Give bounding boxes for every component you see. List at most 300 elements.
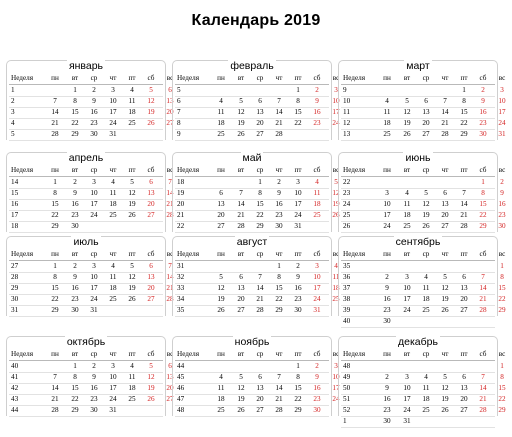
day-cell: 7 (481, 373, 485, 381)
day-cell: 19 (147, 384, 155, 392)
day-cell: 8 (296, 373, 300, 381)
day-cell: 11 (128, 97, 136, 105)
weekday-header: вс (166, 166, 174, 174)
week-number: 16 (11, 200, 19, 208)
weekday-header: чт (109, 350, 117, 358)
day-cell: 13 (147, 189, 155, 197)
day-cell: 12 (217, 284, 225, 292)
day-cell: 25 (217, 130, 225, 138)
day-cell: 27 (166, 119, 174, 127)
day-cell: 15 (71, 384, 79, 392)
day-cell: 28 (441, 130, 449, 138)
day-cell: 28 (479, 306, 487, 314)
week-column-header: Неделя (177, 166, 200, 174)
day-cell (251, 261, 269, 272)
day-cell: 7 (481, 273, 485, 281)
day-cell: 11 (332, 273, 340, 281)
day-cell: 23 (275, 211, 283, 219)
day-cell: 10 (403, 284, 411, 292)
week-row (9, 372, 174, 383)
weekday-header: чт (275, 74, 283, 82)
day-cell: 6 (462, 273, 466, 281)
day-cell: 18 (128, 384, 136, 392)
day-cell (85, 221, 103, 232)
weekday-header: ср (422, 74, 430, 82)
day-cell: 8 (500, 373, 504, 381)
weekday-header-row (175, 165, 340, 176)
week-number: 19 (177, 189, 185, 197)
weekday-header-row (175, 349, 340, 360)
month-name (7, 336, 165, 348)
week-number: 41 (11, 373, 19, 381)
week-row (9, 210, 174, 221)
day-cell: 18 (422, 295, 430, 303)
day-cell: 19 (403, 119, 411, 127)
day-cell: 24 (109, 119, 117, 127)
day-cell (104, 221, 122, 232)
day-cell: 12 (441, 384, 449, 392)
weekday-header: чт (275, 166, 283, 174)
row-divider (341, 327, 495, 328)
month-block-7 (6, 236, 174, 316)
day-cell: 13 (166, 97, 174, 105)
day-cell (493, 316, 511, 327)
weekday-header: вт (403, 250, 411, 258)
week-row (175, 283, 340, 294)
weekday-header: сб (147, 250, 155, 258)
week-row (175, 305, 329, 316)
day-cell: 1 (73, 86, 77, 94)
weekday-header: вс (498, 166, 506, 174)
day-cell: 13 (441, 200, 449, 208)
day-cell: 15 (51, 200, 59, 208)
day-cell: 20 (166, 108, 174, 116)
day-cell: 9 (385, 284, 389, 292)
row-divider (341, 140, 495, 141)
day-cell (232, 361, 250, 372)
day-cell (46, 85, 64, 96)
week-number: 4 (11, 119, 15, 127)
weekday-header: ср (256, 166, 264, 174)
day-cell: 25 (332, 295, 340, 303)
day-cell: 4 (130, 86, 134, 94)
day-cell: 20 (217, 211, 225, 219)
day-cell: 16 (71, 200, 79, 208)
day-cell: 27 (460, 306, 468, 314)
month-name (173, 60, 331, 72)
day-cell: 7 (277, 373, 281, 381)
weekday-header: вс (166, 250, 174, 258)
day-cell: 18 (422, 395, 430, 403)
day-cell: 12 (332, 189, 340, 197)
week-row (9, 394, 174, 405)
month-name-label: июль (73, 236, 99, 248)
week-number: 10 (343, 97, 351, 105)
day-cell: 15 (294, 384, 302, 392)
week-number: 28 (11, 273, 19, 281)
day-cell: 21 (479, 395, 487, 403)
week-row (341, 199, 506, 210)
day-cell: 31 (313, 306, 321, 314)
row-divider (9, 416, 163, 417)
day-cell: 6 (258, 373, 262, 381)
day-cell: 23 (90, 395, 98, 403)
week-number: 38 (343, 295, 351, 303)
day-cell: 21 (256, 295, 264, 303)
day-cell: 24 (294, 211, 302, 219)
day-cell (104, 305, 122, 316)
row-divider (175, 140, 329, 141)
week-number: 21 (177, 211, 185, 219)
row-divider (175, 232, 329, 233)
weekday-header: пт (128, 74, 136, 82)
day-cell: 20 (460, 395, 468, 403)
weekday-header: сб (479, 74, 487, 82)
day-cell: 29 (71, 130, 79, 138)
week-row (9, 361, 172, 372)
day-cell: 9 (73, 273, 77, 281)
weekday-header: вт (403, 166, 411, 174)
day-cell: 27 (147, 211, 155, 219)
day-cell (142, 305, 160, 316)
day-cell (398, 85, 416, 96)
day-cell: 6 (462, 373, 466, 381)
day-cell (398, 316, 416, 327)
weekday-header: ср (422, 166, 430, 174)
month-name (173, 152, 331, 164)
week-row (9, 294, 174, 305)
week-number: 18 (177, 178, 185, 186)
weekday-header: ср (256, 250, 264, 258)
day-cell: 10 (294, 189, 302, 197)
weekday-header: вс (166, 74, 174, 82)
weekday-header: чт (275, 250, 283, 258)
weekday-header: сб (313, 166, 321, 174)
day-cell (398, 177, 416, 188)
weekday-header: чт (441, 74, 449, 82)
day-cell (417, 316, 435, 327)
week-number: 14 (11, 178, 19, 186)
day-cell: 22 (275, 295, 283, 303)
day-cell: 25 (128, 119, 136, 127)
day-cell: 12 (128, 189, 136, 197)
day-cell: 10 (109, 97, 117, 105)
week-row (9, 188, 174, 199)
week-number: 40 (343, 317, 351, 325)
weekday-header: пн (217, 74, 225, 82)
week-row (9, 177, 172, 188)
day-cell: 12 (147, 373, 155, 381)
weekday-header-row (9, 349, 174, 360)
week-row (341, 283, 506, 294)
day-cell: 14 (237, 200, 245, 208)
week-number: 48 (177, 406, 185, 414)
day-cell: 15 (498, 284, 506, 292)
day-cell: 19 (441, 395, 449, 403)
weekday-header: сб (479, 166, 487, 174)
month-name (7, 236, 165, 248)
day-cell: 1 (53, 178, 57, 186)
day-cell: 8 (53, 189, 57, 197)
day-cell: 17 (403, 295, 411, 303)
day-cell: 15 (275, 284, 283, 292)
day-cell: 5 (219, 273, 223, 281)
day-cell (308, 129, 326, 140)
day-cell: 27 (256, 130, 264, 138)
week-number: 31 (177, 262, 185, 270)
weekday-header: пт (294, 166, 302, 174)
day-cell: 17 (109, 108, 117, 116)
month-block-4 (6, 152, 174, 232)
day-cell: 12 (403, 108, 411, 116)
weekday-header-row (341, 165, 506, 176)
week-row (341, 405, 506, 416)
day-cell: 28 (256, 306, 264, 314)
day-cell: 27 (166, 395, 174, 403)
day-cell: 29 (256, 222, 264, 230)
month-block-8 (172, 236, 340, 316)
day-cell: 22 (71, 119, 79, 127)
day-cell (417, 416, 435, 427)
day-cell: 5 (443, 373, 447, 381)
day-cell: 22 (256, 211, 264, 219)
week-number: 23 (343, 189, 351, 197)
weekday-header: чт (441, 166, 449, 174)
weekday-header: вт (71, 74, 79, 82)
day-cell (417, 177, 435, 188)
day-cell (142, 129, 160, 140)
day-cell: 30 (90, 406, 98, 414)
week-number: 34 (177, 295, 185, 303)
week-column-header: Неделя (343, 350, 366, 358)
day-cell: 22 (498, 295, 506, 303)
day-cell (212, 177, 230, 188)
day-cell (378, 361, 396, 372)
week-number: 50 (343, 384, 351, 392)
week-number: 43 (11, 395, 19, 403)
day-cell: 26 (147, 395, 155, 403)
day-cell: 19 (217, 295, 225, 303)
day-cell: 7 (239, 189, 243, 197)
day-cell: 24 (109, 395, 117, 403)
day-cell: 5 (239, 97, 243, 105)
day-cell: 14 (479, 384, 487, 392)
day-cell: 21 (166, 200, 174, 208)
week-row (341, 118, 506, 129)
day-cell: 26 (403, 130, 411, 138)
day-cell: 12 (237, 384, 245, 392)
weekday-header: сб (479, 250, 487, 258)
day-cell: 16 (383, 295, 391, 303)
day-cell: 2 (92, 362, 96, 370)
day-cell: 17 (403, 395, 411, 403)
month-name-label: октябрь (66, 336, 106, 348)
day-cell: 26 (237, 406, 245, 414)
day-cell: 26 (332, 211, 340, 219)
month-name (173, 236, 331, 248)
week-row (341, 261, 504, 272)
month-block-3 (338, 60, 506, 140)
week-row (341, 361, 504, 372)
day-cell: 26 (147, 119, 155, 127)
day-cell: 24 (332, 119, 340, 127)
month-name-label: декабрь (398, 336, 438, 348)
day-cell: 25 (109, 211, 117, 219)
day-cell: 15 (479, 200, 487, 208)
day-cell: 18 (383, 119, 391, 127)
week-number: 26 (343, 222, 351, 230)
day-cell: 26 (441, 306, 449, 314)
week-number: 9 (343, 86, 347, 94)
weekday-header: вс (332, 350, 340, 358)
day-cell: 7 (168, 262, 172, 270)
day-cell: 3 (500, 86, 504, 94)
week-row (9, 405, 163, 416)
weekday-header: ср (422, 350, 430, 358)
week-number: 11 (343, 108, 350, 116)
day-cell: 21 (441, 119, 449, 127)
day-cell: 11 (383, 108, 391, 116)
day-cell: 16 (383, 395, 391, 403)
month-name-label: март (406, 60, 430, 72)
weekday-header: ср (90, 250, 98, 258)
weekday-header: пн (383, 350, 391, 358)
week-number: 13 (343, 130, 351, 138)
weekday-header: ср (90, 350, 98, 358)
day-cell: 29 (460, 130, 468, 138)
week-column-header: Неделя (343, 250, 366, 258)
day-cell (417, 85, 435, 96)
day-cell: 1 (296, 362, 300, 370)
week-row (341, 188, 504, 199)
weekday-header: ср (90, 74, 98, 82)
weekday-header-row (9, 73, 174, 84)
week-row (341, 294, 506, 305)
day-cell: 23 (90, 119, 98, 127)
weekday-header-row (175, 249, 340, 260)
day-cell: 22 (460, 119, 468, 127)
month-name (339, 60, 497, 72)
day-cell (436, 85, 454, 96)
day-cell (455, 361, 473, 372)
day-cell: 2 (481, 86, 485, 94)
day-cell: 29 (498, 306, 506, 314)
day-cell: 14 (275, 384, 283, 392)
day-cell: 23 (498, 211, 506, 219)
week-number: 44 (177, 362, 185, 370)
week-row (175, 85, 338, 96)
month-name (339, 152, 497, 164)
weekday-header: пн (51, 74, 59, 82)
day-cell: 17 (383, 211, 391, 219)
day-cell: 26 (128, 295, 136, 303)
week-number: 52 (343, 406, 351, 414)
day-cell (474, 416, 492, 427)
week-row (175, 361, 338, 372)
day-cell: 10 (90, 273, 98, 281)
day-cell (436, 316, 454, 327)
week-column-header: Неделя (177, 350, 200, 358)
day-cell: 25 (109, 295, 117, 303)
day-cell: 18 (217, 395, 225, 403)
day-cell (123, 405, 141, 416)
day-cell (455, 177, 473, 188)
month-name (7, 152, 165, 164)
day-cell: 6 (149, 178, 153, 186)
day-cell: 23 (313, 119, 321, 127)
day-cell: 27 (441, 222, 449, 230)
weekday-header: вс (332, 74, 340, 82)
weekday-header: пт (460, 166, 468, 174)
day-cell (123, 305, 141, 316)
weekday-header: вт (403, 74, 411, 82)
weekday-header-row (341, 349, 506, 360)
day-cell: 18 (403, 211, 411, 219)
day-cell: 9 (500, 189, 504, 197)
day-cell: 18 (109, 200, 117, 208)
day-cell (493, 416, 511, 427)
day-cell: 20 (256, 119, 264, 127)
week-column-header: Неделя (177, 74, 200, 82)
week-number: 2 (11, 97, 15, 105)
day-cell: 9 (277, 189, 281, 197)
day-cell (270, 85, 288, 96)
day-cell (289, 129, 307, 140)
day-cell: 3 (334, 362, 338, 370)
week-row (341, 416, 495, 427)
week-column-header: Неделя (343, 166, 366, 174)
day-cell: 10 (109, 373, 117, 381)
day-cell (251, 85, 269, 96)
day-cell: 28 (237, 222, 245, 230)
week-row (341, 85, 504, 96)
day-cell: 28 (166, 295, 174, 303)
day-cell: 5 (239, 373, 243, 381)
day-cell: 1 (53, 262, 57, 270)
week-number: 42 (11, 384, 19, 392)
weekday-header: сб (313, 74, 321, 82)
week-number: 5 (11, 130, 15, 138)
day-cell: 16 (90, 384, 98, 392)
week-number: 31 (11, 306, 19, 314)
day-cell: 28 (275, 130, 283, 138)
day-cell: 18 (109, 284, 117, 292)
week-column-header: Неделя (11, 74, 34, 82)
day-cell: 9 (315, 97, 319, 105)
day-cell: 27 (217, 222, 225, 230)
day-cell: 17 (498, 108, 506, 116)
weekday-header: пт (460, 350, 468, 358)
weekday-header: сб (479, 350, 487, 358)
month-block-6 (338, 152, 506, 232)
weekday-header: пн (217, 350, 225, 358)
day-cell: 11 (109, 189, 117, 197)
day-cell: 23 (383, 306, 391, 314)
day-cell: 18 (128, 108, 136, 116)
day-cell: 23 (383, 406, 391, 414)
weekday-header-row (9, 165, 174, 176)
week-row (175, 177, 338, 188)
day-cell: 7 (53, 373, 57, 381)
day-cell: 27 (422, 130, 430, 138)
day-cell: 4 (385, 97, 389, 105)
day-cell: 1 (73, 362, 77, 370)
week-number: 46 (177, 384, 185, 392)
week-number: 39 (343, 306, 351, 314)
day-cell: 29 (498, 406, 506, 414)
day-cell: 25 (217, 406, 225, 414)
weekday-header: сб (147, 74, 155, 82)
